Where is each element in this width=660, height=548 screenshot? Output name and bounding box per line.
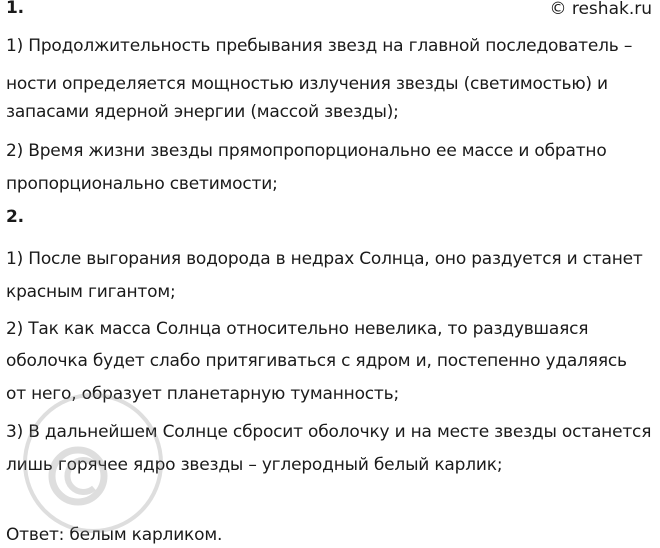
- section-1-line-3: запасами ядерной энергии (массой звезды);: [6, 102, 399, 122]
- section-2-number: 2.: [6, 207, 24, 227]
- section-1-line-4: 2) Время жизни звезды прямопропорционально ее массе и обратно: [6, 141, 607, 161]
- section-2-line-7: лишь горячее ядро звезды – углеродный белый карлик;: [6, 455, 503, 475]
- section-1-line-1: 1) Продолжительность пребывания звезд на главной последователь –: [6, 36, 633, 56]
- section-2-line-5: от него, образует планетарную туманность;: [6, 384, 399, 404]
- reshak-watermark-logo: [18, 388, 168, 538]
- section-2-line-6: 3) В дальнейшем Солнце сбросит оболочку и на месте звезды останется: [6, 422, 652, 442]
- section-2-line-3: 2) Так как масса Солнца относительно невелика, то раздувшаяся: [6, 319, 589, 339]
- section-1-number: 1.: [6, 0, 24, 18]
- answer-line: Ответ: белым карликом.: [6, 525, 223, 545]
- section-2-line-1: 1) После выгорания водорода в недрах Солнца, оно раздуется и станет: [6, 249, 643, 269]
- section-1-line-2: ности определяется мощностью излучения звезды (светимостью) и: [6, 74, 608, 94]
- section-2-line-4: оболочка будет слабо притягиваться с ядром и, постепенно удаляясь: [6, 351, 627, 371]
- section-1-line-5: пропорционально светимости;: [6, 174, 278, 194]
- watermark-seal-icon: [18, 388, 168, 538]
- section-2-line-2: красным гигантом;: [6, 282, 176, 302]
- copyright-label: © reshak.ru: [549, 0, 652, 19]
